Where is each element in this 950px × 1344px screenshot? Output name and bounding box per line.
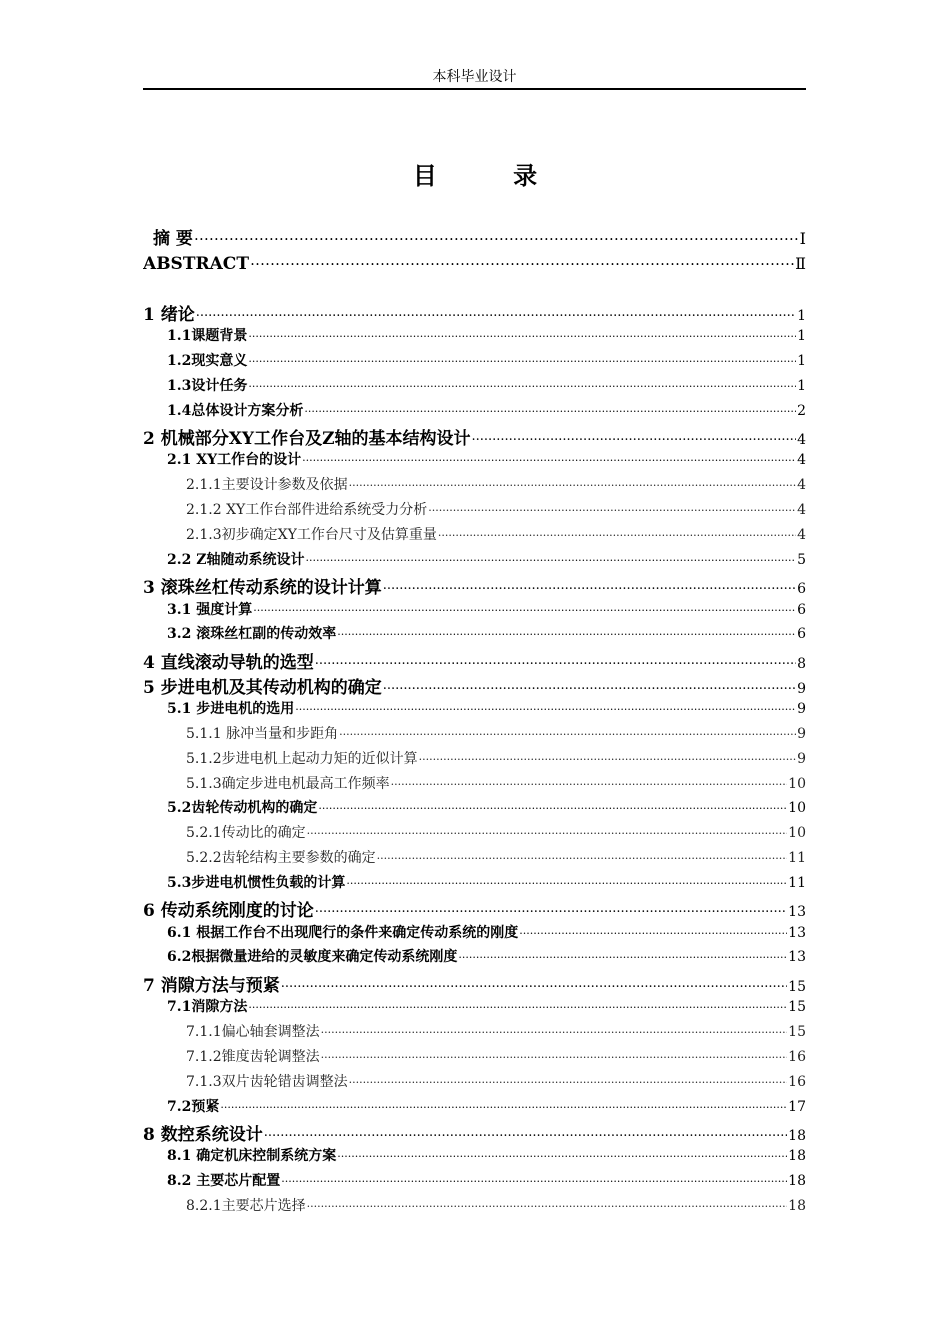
- toc-entry-label: 5.1 步进电机的选用: [167, 700, 295, 717]
- toc-page-number: 10: [788, 800, 806, 817]
- toc-subsection-entry[interactable]: [143, 822, 806, 842]
- toc-dot-leader: [264, 1121, 787, 1140]
- toc-section-entry[interactable]: [143, 375, 806, 395]
- toc-entry-label: 5.1.3确定步进电机最高工作频率: [186, 775, 390, 792]
- toc-page-number: 6: [797, 581, 806, 598]
- toc-dot-leader: [295, 698, 796, 713]
- toc-dot-leader: [302, 449, 796, 464]
- toc-page-number: 9: [797, 750, 806, 767]
- toc-section-entry[interactable]: [143, 623, 806, 643]
- toc-section-entry[interactable]: [143, 921, 806, 941]
- toc-page-number: 2: [797, 402, 806, 419]
- toc-dot-leader: [318, 797, 787, 812]
- toc-subsection-entry[interactable]: [143, 722, 806, 742]
- toc-dot-leader: [419, 747, 796, 762]
- toc-chapter-entry[interactable]: [143, 424, 806, 449]
- toc-page-number: 1: [797, 328, 806, 345]
- toc-page-number: 17: [788, 1098, 806, 1115]
- toc-entry-label: 5.2齿轮传动机构的确定: [167, 800, 318, 817]
- toc-entry-label: 5 步进电机及其传动机构的确定: [143, 677, 382, 698]
- toc-entry-label: 8.2 主要芯片配置: [167, 1173, 281, 1190]
- toc-entry-label: 3 滚珠丝杠传动系统的设计计算: [143, 578, 382, 599]
- toc-section-entry[interactable]: [143, 449, 806, 469]
- toc-page-number: Ⅱ: [795, 253, 806, 273]
- toc-dot-leader: [458, 946, 787, 961]
- toc-dot-leader: [428, 499, 796, 514]
- toc-page-number: 6: [797, 601, 806, 618]
- toc-section-entry[interactable]: [143, 350, 806, 370]
- toc-dot-leader: [304, 399, 796, 414]
- toc-page-number: 5: [797, 551, 806, 568]
- toc-dot-leader: [248, 996, 787, 1011]
- toc-entry-label: 7.1消隙方法: [167, 999, 248, 1016]
- toc-entry-label: 5.2.1传动比的确定: [186, 825, 306, 842]
- toc-page-number: 13: [788, 949, 806, 966]
- toc-entry-label: 7.2预紧: [167, 1098, 220, 1115]
- toc-page-number: 9: [797, 700, 806, 717]
- toc-page-number: 15: [788, 1024, 806, 1041]
- toc-entry-label: 5.2.2齿轮结构主要参数的确定: [186, 850, 376, 867]
- toc-page-number: 4: [797, 477, 806, 494]
- toc-dot-leader: [248, 375, 796, 390]
- toc-dot-leader: [315, 649, 796, 668]
- toc-page-number: 1: [797, 377, 806, 394]
- toc-dot-leader: [250, 250, 794, 269]
- toc-page-number: 4: [797, 527, 806, 544]
- toc-page-number: 11: [788, 850, 806, 867]
- toc-page-number: 8: [797, 655, 806, 672]
- toc-dot-leader: [281, 972, 787, 991]
- toc-chapter-entry[interactable]: [143, 1120, 806, 1145]
- toc-entry-label: 7.1.3双片齿轮错齿调整法: [186, 1073, 348, 1090]
- header-rule: [143, 88, 806, 90]
- toc-chapter-entry[interactable]: [143, 648, 806, 673]
- toc-section-entry[interactable]: [143, 325, 806, 345]
- toc-page-number: 15: [788, 999, 806, 1016]
- toc-dot-leader: [281, 1170, 787, 1185]
- toc-chapter-entry[interactable]: [143, 896, 806, 921]
- toc-dot-leader: [194, 225, 799, 244]
- toc-subsection-entry[interactable]: [143, 1195, 806, 1215]
- toc-dot-leader: [220, 1095, 787, 1110]
- toc-subsection-entry[interactable]: [143, 847, 806, 867]
- page-title: 目 录: [412, 161, 572, 190]
- toc-section-entry[interactable]: [143, 1170, 806, 1190]
- toc-entry-label: 1.3设计任务: [167, 377, 248, 394]
- toc-page-number: 15: [788, 978, 806, 995]
- toc-entry-label: 4 直线滚动导轨的选型: [143, 652, 314, 673]
- toc-front-entry[interactable]: [143, 250, 806, 274]
- page-header: 本科毕业设计: [432, 69, 517, 85]
- toc-page-number: 16: [788, 1048, 806, 1065]
- toc-subsection-entry[interactable]: [143, 1046, 806, 1066]
- toc-page-number: 1: [797, 308, 806, 324]
- toc-subsection-entry[interactable]: [143, 1021, 806, 1041]
- toc-page-number: 16: [788, 1073, 806, 1090]
- toc-section-entry[interactable]: [143, 698, 806, 718]
- toc-chapter-entry[interactable]: [143, 573, 806, 598]
- toc-entry-label: 8.1 确定机床控制系统方案: [167, 1148, 337, 1165]
- toc-dot-leader: [315, 898, 787, 917]
- toc-entry-label: 8.2.1主要芯片选择: [186, 1197, 306, 1214]
- toc-chapter-entry[interactable]: [143, 300, 806, 325]
- toc-entry-label: 2.1.1主要设计参数及依据: [186, 477, 348, 494]
- toc-dot-leader: [391, 772, 788, 787]
- toc-subsection-entry[interactable]: [143, 772, 806, 792]
- toc-subsection-entry[interactable]: [143, 474, 806, 494]
- toc-section-entry[interactable]: [143, 399, 806, 419]
- toc-dot-leader: [349, 474, 796, 489]
- toc-entry-label: 1.2现实意义: [167, 353, 248, 370]
- toc-subsection-entry[interactable]: [143, 524, 806, 544]
- toc-page-number: 6: [797, 626, 806, 643]
- toc-page-number: 11: [788, 874, 806, 891]
- toc-entry-label: 5.3步进电机惯性负载的计算: [167, 874, 346, 891]
- toc-dot-leader: [383, 575, 796, 594]
- toc-dot-leader: [196, 301, 796, 320]
- toc-dot-leader: [438, 524, 796, 539]
- toc-section-entry[interactable]: [143, 872, 806, 892]
- toc-dot-leader: [321, 1046, 788, 1061]
- toc-entry-label: 2.1 XY工作台的设计: [167, 452, 302, 469]
- toc-dot-leader: [346, 872, 787, 887]
- toc-page-number: Ⅰ: [799, 229, 806, 248]
- toc-section-entry[interactable]: [143, 549, 806, 569]
- toc-dot-leader: [383, 674, 796, 693]
- toc-dot-leader: [337, 623, 796, 638]
- toc-dot-leader: [349, 1070, 788, 1085]
- toc-entry-label: 7 消隙方法与预紧: [143, 975, 280, 996]
- toc-page-number: 18: [788, 1197, 806, 1214]
- toc-section-entry[interactable]: [143, 996, 806, 1016]
- toc-entry-label: ABSTRACT: [143, 253, 249, 274]
- toc-dot-leader: [248, 325, 796, 340]
- toc-page-number: 9: [797, 680, 806, 697]
- toc-page-number: 18: [788, 1173, 806, 1190]
- toc-entry-label: 7.1.2锥度齿轮调整法: [186, 1048, 320, 1065]
- toc-page-number: 1: [797, 353, 806, 370]
- toc-entry-label: 5.1.2步进电机上起动力矩的近似计算: [186, 750, 418, 767]
- toc-entry-label: 1.1课题背景: [167, 328, 248, 345]
- toc-front-entry[interactable]: [143, 224, 806, 249]
- toc-section-entry[interactable]: [143, 797, 806, 817]
- toc-entry-label: 2.2 Z轴随动系统设计: [167, 551, 305, 568]
- toc-page-number: 10: [788, 825, 806, 842]
- toc-chapter-entry[interactable]: [143, 673, 806, 698]
- toc-dot-leader: [337, 1145, 787, 1160]
- toc-dot-leader: [339, 722, 796, 737]
- toc-page-number: 18: [788, 1148, 806, 1165]
- toc-page-number: 4: [797, 432, 806, 449]
- toc-dot-leader: [248, 350, 796, 365]
- toc-entry-label: 2 机械部分XY工作台及Z轴的基本结构设计: [143, 429, 471, 450]
- toc-dot-leader: [253, 598, 796, 613]
- toc-entry-label: 1 绪论: [143, 305, 195, 325]
- toc-page-number: 13: [788, 924, 806, 941]
- toc-section-entry[interactable]: [143, 1095, 806, 1115]
- toc-dot-leader: [321, 1021, 788, 1036]
- toc-entry-label: 摘 要: [153, 229, 193, 249]
- toc-subsection-entry[interactable]: [143, 499, 806, 519]
- toc-entry-label: 7.1.1偏心轴套调整法: [186, 1024, 320, 1041]
- toc-subsection-entry[interactable]: [143, 747, 806, 767]
- toc-dot-leader: [471, 426, 796, 445]
- toc-dot-leader: [519, 921, 787, 936]
- toc-entry-label: 2.1.2 XY工作台部件进给系统受力分析: [186, 502, 428, 519]
- toc-page-number: 4: [797, 452, 806, 469]
- toc-entry-label: 5.1.1 脉冲当量和步距角: [186, 725, 339, 742]
- toc-page-number: 13: [788, 904, 806, 921]
- toc-page-number: 4: [797, 502, 806, 519]
- toc-entry-label: 1.4总体设计方案分析: [167, 402, 304, 419]
- toc-dot-leader: [305, 549, 796, 564]
- toc-page-number: 10: [788, 775, 806, 792]
- toc-entry-label: 6.2根据微量进给的灵敏度来确定传动系统刚度: [167, 949, 458, 966]
- toc-entry-label: 8 数控系统设计: [143, 1125, 263, 1146]
- toc-dot-leader: [307, 1195, 788, 1210]
- toc-section-entry[interactable]: [143, 598, 806, 618]
- toc-dot-leader: [377, 847, 788, 862]
- toc-section-entry[interactable]: [143, 1145, 806, 1165]
- toc-entry-label: 2.1.3初步确定XY工作台尺寸及估算重量: [186, 527, 437, 544]
- toc-dot-leader: [307, 822, 788, 837]
- toc-subsection-entry[interactable]: [143, 1070, 806, 1090]
- toc-chapter-entry[interactable]: [143, 971, 806, 996]
- toc-entry-label: 3.2 滚珠丝杠副的传动效率: [167, 626, 337, 643]
- toc-section-entry[interactable]: [143, 946, 806, 966]
- toc-page-number: 18: [788, 1128, 806, 1145]
- toc-page-number: 9: [797, 725, 806, 742]
- toc-entry-label: 6.1 根据工作台不出现爬行的条件来确定传动系统的刚度: [167, 924, 519, 941]
- toc-entry-label: 3.1 强度计算: [167, 601, 253, 618]
- toc-entry-label: 6 传动系统刚度的讨论: [143, 901, 314, 922]
